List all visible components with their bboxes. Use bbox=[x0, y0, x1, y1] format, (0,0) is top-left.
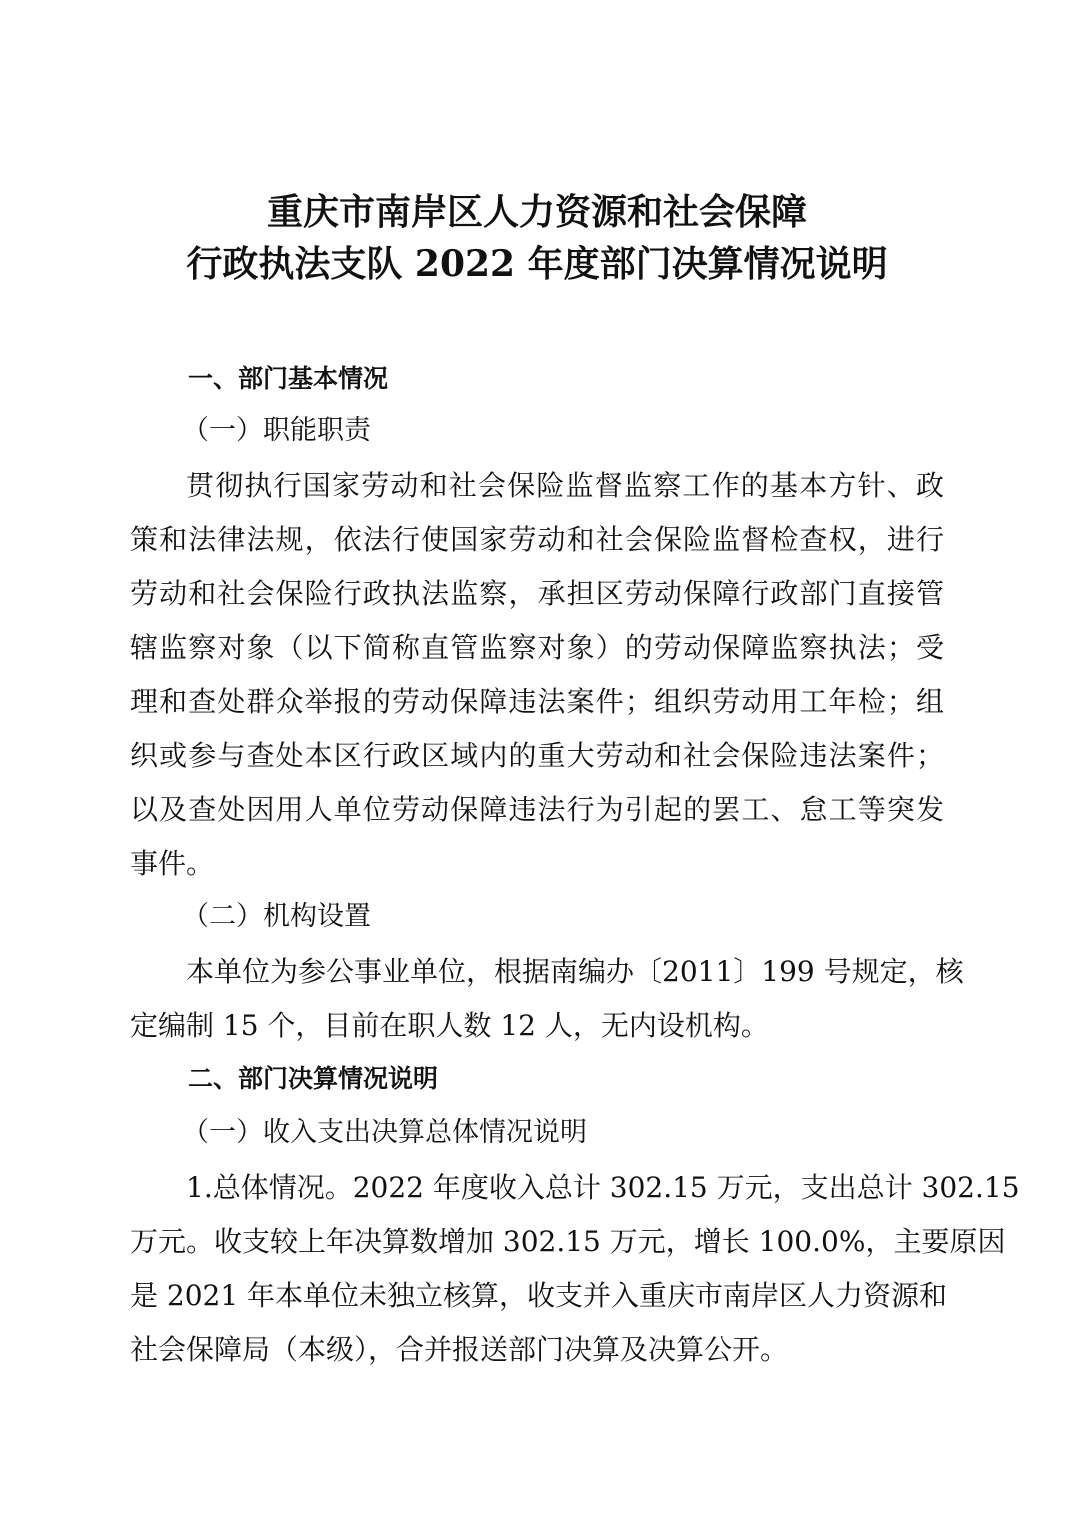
paragraph-line: 是 2021 年本单位未独立核算，收支并入重庆市南岸区人力资源和 bbox=[130, 1279, 948, 1312]
subsection-heading-duties: （一）职能职责 bbox=[182, 415, 371, 446]
paragraph-line: 辖监察对象（以下简称直管监察对象）的劳动保障监察执法；受 bbox=[130, 631, 944, 664]
paragraph-line: 本单位为参公事业单位，根据南编办〔2011〕199 号规定，核 bbox=[186, 955, 964, 988]
subsection-heading-income-expenditure: （一）收入支出决算总体情况说明 bbox=[182, 1117, 587, 1148]
subsection-heading-organization: （二）机构设置 bbox=[182, 901, 371, 932]
paragraph-line: 1.总体情况。2022 年度收入总计 302.15 万元，支出总计 302.15 bbox=[186, 1171, 1020, 1204]
paragraph-line: 事件。 bbox=[130, 847, 215, 880]
paragraph-line: 万元。收支较上年决算数增加 302.15 万元，增长 100.0%，主要原因 bbox=[130, 1225, 1006, 1258]
document-title-line-1: 重庆市南岸区人力资源和社会保障 bbox=[266, 191, 807, 233]
document-title-line-2: 行政执法支队 2022 年度部门决算情况说明 bbox=[186, 243, 888, 285]
paragraph-line: 策和法律法规，依法行使国家劳动和社会保险监督检查权，进行 bbox=[130, 523, 944, 556]
paragraph-line: 织或参与查处本区行政区域内的重大劳动和社会保险违法案件； bbox=[130, 739, 944, 772]
section-heading-final-accounts: 二、部门决算情况说明 bbox=[188, 1064, 439, 1093]
paragraph-line: 贯彻执行国家劳动和社会保险监督监察工作的基本方针、政 bbox=[186, 469, 944, 502]
section-heading-basic-info: 一、部门基本情况 bbox=[188, 364, 389, 393]
paragraph-line: 以及查处因用人单位劳动保障违法行为引起的罢工、怠工等突发 bbox=[130, 793, 944, 826]
paragraph-line: 社会保障局（本级），合并报送部门决算及决算公开。 bbox=[130, 1333, 789, 1366]
paragraph-line: 理和查处群众举报的劳动保障违法案件；组织劳动用工年检；组 bbox=[130, 685, 944, 718]
paragraph-line: 定编制 15 个，目前在职人数 12 人，无内设机构。 bbox=[130, 1009, 769, 1042]
paragraph-line: 劳动和社会保险行政执法监察，承担区劳动保障行政部门直接管 bbox=[130, 577, 944, 610]
